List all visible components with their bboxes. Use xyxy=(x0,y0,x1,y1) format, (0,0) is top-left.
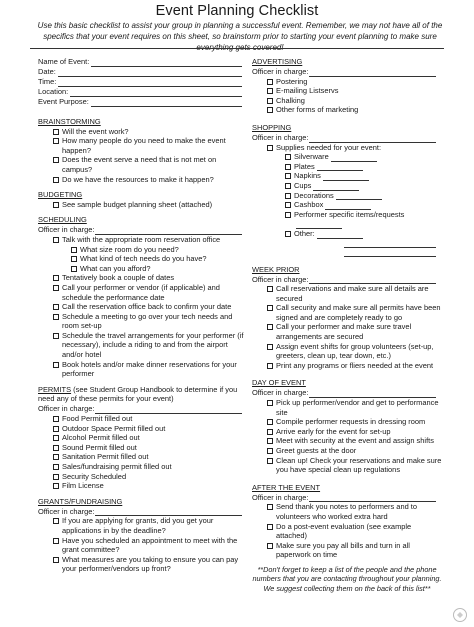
after-event-heading xyxy=(252,483,442,493)
day-of-event-section xyxy=(252,378,442,474)
checkbox-icon[interactable] xyxy=(267,438,273,444)
scheduling-item xyxy=(38,235,248,245)
checkbox-icon[interactable] xyxy=(53,138,59,144)
checkbox-icon[interactable] xyxy=(267,344,273,350)
budgeting-item-label: See sample budget planning sheet (attached) xyxy=(62,199,213,209)
checkbox-icon[interactable] xyxy=(285,212,291,218)
week-prior-heading xyxy=(252,265,442,275)
advertising-item-label: Chalking xyxy=(276,95,305,105)
advertising-item xyxy=(252,86,442,96)
week-prior-item-label: Assign event shifts for group volunteers (set-up, greeters, clean up, tear down, etc.) xyxy=(276,341,434,361)
supply-entry-field[interactable] xyxy=(313,183,359,191)
brainstorming-item xyxy=(38,127,248,137)
advertising-section xyxy=(252,57,442,115)
checkbox-icon[interactable] xyxy=(285,202,291,208)
permits-item-label: Sales/fundraising permit filled out xyxy=(62,462,172,471)
checkbox-icon[interactable] xyxy=(53,445,59,451)
after-event-item-label: Send thank you notes to performers and to volunteers who worked extra hard xyxy=(276,502,417,521)
shopping-officer-row xyxy=(252,133,442,143)
scheduling-item xyxy=(38,254,248,264)
week-prior-item xyxy=(252,303,442,322)
supply-entry-field[interactable] xyxy=(325,202,371,210)
scheduling-item-label: Call your performer or vendor (if applicable) and schedule the performance date xyxy=(62,282,220,302)
advertising-officer-row xyxy=(252,67,442,77)
scheduling-item-label: What can you afford? xyxy=(80,263,151,273)
shopping-item-label: Cashbox xyxy=(294,200,324,210)
event-field-input[interactable] xyxy=(91,59,242,67)
grants-officer-row xyxy=(38,506,248,516)
brainstorming-item xyxy=(38,136,248,155)
shopping-item-label: Performer specific items/requests xyxy=(294,209,405,219)
brainstorming-item-label: Does the event serve a need that is not met on campus? xyxy=(62,155,217,174)
footer-note: **Don't forget to keep a list of the people and the phone numbers that you are contacting throughout your planning. We suggest collecting them on the back of this list** xyxy=(252,564,442,593)
advertising-item-label: Postering xyxy=(276,76,308,86)
checkbox-icon[interactable] xyxy=(267,543,273,549)
shopping-item xyxy=(252,200,442,210)
permits-title: PERMITS xyxy=(38,384,72,394)
permits-item xyxy=(38,443,248,453)
event-field-row xyxy=(38,87,248,97)
scheduling-section xyxy=(38,215,248,379)
scheduling-item xyxy=(38,302,248,312)
day-of-event-list xyxy=(252,398,442,475)
checkbox-icon[interactable] xyxy=(267,419,273,425)
grants-item-label: What measures are you taking to ensure you can pay your performer/vendors up front? xyxy=(62,554,239,574)
grants-item-label: If you are applying for grants, did you get your applications in by the deadline? xyxy=(62,516,214,535)
brainstorming-list xyxy=(38,127,248,185)
checkbox-icon[interactable] xyxy=(267,504,273,510)
permits-section xyxy=(38,385,248,491)
officer-name-field[interactable] xyxy=(309,390,437,398)
scheduling-item-label: Tentatively book a couple of dates xyxy=(62,273,175,283)
day-of-event-item-label: Compile performer requests in dressing room xyxy=(276,417,426,427)
event-field-input[interactable] xyxy=(58,69,242,77)
advertising-heading xyxy=(252,57,442,67)
event-field-input[interactable] xyxy=(91,99,242,107)
day-of-event-item xyxy=(252,398,442,417)
event-field-row xyxy=(38,67,248,77)
week-prior-item xyxy=(252,322,442,341)
grants-section xyxy=(38,497,248,574)
permits-item xyxy=(38,424,248,434)
officer-label: Officer in charge: xyxy=(252,67,309,76)
scheduling-item-label: What kind of tech needs do you have? xyxy=(80,254,207,264)
checkbox-icon[interactable] xyxy=(53,285,59,291)
permits-item xyxy=(38,452,248,462)
after-event-item-label: Make sure you pay all bills and turn in all paperwork on time xyxy=(276,540,410,560)
checkbox-icon[interactable] xyxy=(267,305,273,311)
permits-note: (see Student Group Handbook to determine if you need any of these permits for your event) xyxy=(38,384,238,404)
event-field-label: Time: xyxy=(38,77,57,87)
supply-entry-field[interactable] xyxy=(296,221,342,229)
checkbox-icon[interactable] xyxy=(53,426,59,432)
checkbox-icon[interactable] xyxy=(53,416,59,422)
brainstorming-item-label: Will the event work? xyxy=(62,126,129,136)
permits-heading xyxy=(38,385,248,404)
permits-item-label: Food Permit filled out xyxy=(62,414,133,424)
scheduling-heading xyxy=(38,215,248,225)
officer-label: Officer in charge: xyxy=(38,404,95,414)
shopping-item xyxy=(252,171,442,181)
shopping-item xyxy=(252,229,442,239)
checkbox-icon[interactable] xyxy=(71,256,77,262)
permits-item xyxy=(38,472,248,482)
checkbox-icon[interactable] xyxy=(53,129,59,135)
permits-item xyxy=(38,414,248,424)
budgeting-item xyxy=(38,200,248,210)
supply-entry-field[interactable] xyxy=(331,154,377,162)
right-column xyxy=(252,57,442,593)
day-of-event-title: DAY OF EVENT xyxy=(252,378,306,388)
shopping-item xyxy=(252,152,442,162)
permits-item xyxy=(38,462,248,472)
checkbox-icon[interactable] xyxy=(267,524,273,530)
after-event-section xyxy=(252,483,442,560)
shopping-item xyxy=(252,181,442,191)
page-corner-logo-icon xyxy=(452,607,468,623)
checkbox-icon[interactable] xyxy=(53,314,59,320)
shopping-item-label: Cups xyxy=(294,180,312,190)
scheduling-item-label: Book hotels and/or make dinner reservations for your performer xyxy=(62,359,237,379)
brainstorming-heading xyxy=(38,117,248,127)
checkbox-icon[interactable] xyxy=(71,266,77,272)
event-field-row xyxy=(38,77,248,87)
checkbox-icon[interactable] xyxy=(267,79,273,85)
scheduling-item xyxy=(38,245,248,255)
shopping-item xyxy=(252,191,442,201)
scheduling-list xyxy=(38,235,248,379)
grants-title: GRANTS/FUNDRAISING xyxy=(38,496,123,506)
shopping-item-label: Plates xyxy=(294,161,315,171)
checkbox-icon[interactable] xyxy=(267,88,273,94)
budgeting-list xyxy=(38,200,248,210)
grants-item xyxy=(38,555,248,574)
shopping-section xyxy=(252,123,442,257)
permits-item-label: Alcohol Permit filled out xyxy=(62,433,140,443)
week-prior-item-label: Print any programs or fliers needed at the event xyxy=(276,360,434,370)
checkbox-icon[interactable] xyxy=(285,231,291,237)
brainstorming-item xyxy=(38,175,248,185)
scheduling-item-label: Call the reservation office back to confirm your date xyxy=(62,302,232,312)
day-of-event-item xyxy=(252,436,442,446)
day-of-event-item xyxy=(252,427,442,437)
supply-entry-field[interactable] xyxy=(317,163,363,171)
officer-name-field[interactable] xyxy=(95,508,243,516)
other-supplies-field[interactable] xyxy=(344,248,436,257)
officer-name-field[interactable] xyxy=(95,227,243,235)
checkbox-icon[interactable] xyxy=(285,193,291,199)
checkbox-icon[interactable] xyxy=(267,324,273,330)
left-column xyxy=(38,57,248,574)
checkbox-icon[interactable] xyxy=(267,145,273,151)
grants-list xyxy=(38,516,248,574)
shopping-lead-item xyxy=(252,143,442,153)
day-of-event-heading xyxy=(252,378,442,388)
event-field-input[interactable] xyxy=(58,79,242,87)
after-event-item-label: Do a post-event evaluation (see example attached) xyxy=(276,521,412,541)
checkbox-icon[interactable] xyxy=(267,98,273,104)
checkbox-icon[interactable] xyxy=(53,275,59,281)
advertising-title: ADVERTISING xyxy=(252,57,303,66)
shopping-title: SHOPPING xyxy=(252,122,292,132)
advertising-item xyxy=(252,105,442,115)
advertising-item xyxy=(252,77,442,87)
checkbox-icon[interactable] xyxy=(53,202,59,208)
week-prior-officer-row xyxy=(252,274,442,284)
week-prior-title: WEEK PRIOR xyxy=(252,264,300,274)
grants-heading xyxy=(38,497,248,507)
advertising-item xyxy=(252,96,442,106)
intro-text: Use this basic checklist to assist your group in planning a successful event. Remember, we may not have all of the specifics that your event requires on this sheet, so brainstorm prior to starting your event planning to make sure everything gets covered! xyxy=(37,21,443,52)
day-of-event-item-label: Meet with security at the event and assign shifts xyxy=(276,436,434,446)
officer-name-field[interactable] xyxy=(309,135,437,143)
scheduling-item xyxy=(38,312,248,331)
checkbox-icon[interactable] xyxy=(53,237,59,243)
day-of-event-officer-row xyxy=(252,388,442,398)
brainstorming-item-label: How many people do you need to make the event happen? xyxy=(62,136,226,155)
checkbox-icon[interactable] xyxy=(285,183,291,189)
permits-officer-row xyxy=(38,404,248,414)
budgeting-section xyxy=(38,190,248,209)
brainstorming-section xyxy=(38,117,248,184)
grants-item-label: Have you scheduled an appointment to meet with the grant committee? xyxy=(62,535,238,555)
event-field-row xyxy=(38,57,248,67)
permits-item-label: Outdoor Space Permit filled out xyxy=(62,423,166,433)
checkbox-icon[interactable] xyxy=(53,333,59,339)
after-event-item xyxy=(252,541,442,560)
officer-name-field[interactable] xyxy=(309,69,437,77)
day-of-event-item xyxy=(252,417,442,427)
advertising-list xyxy=(252,77,442,115)
budgeting-heading xyxy=(38,190,248,200)
supply-entry-field[interactable] xyxy=(336,192,382,200)
checkbox-icon[interactable] xyxy=(267,363,273,369)
after-event-item xyxy=(252,522,442,541)
scheduling-item xyxy=(38,331,248,360)
checkbox-icon[interactable] xyxy=(267,458,273,464)
permits-item-label: Sanitation Permit filled out xyxy=(62,452,149,462)
officer-label: Officer in charge: xyxy=(252,388,309,398)
checkbox-icon[interactable] xyxy=(53,464,59,470)
officer-name-field[interactable] xyxy=(309,276,437,284)
week-prior-item xyxy=(252,342,442,361)
week-prior-list xyxy=(252,284,442,370)
checkbox-icon[interactable] xyxy=(267,400,273,406)
checkbox-icon[interactable] xyxy=(53,483,59,489)
checkbox-icon[interactable] xyxy=(71,247,77,253)
event-field-label: Location: xyxy=(38,87,69,97)
shopping-item xyxy=(252,162,442,172)
day-of-event-item xyxy=(252,456,442,475)
officer-label: Officer in charge: xyxy=(252,492,309,502)
officer-label: Officer in charge: xyxy=(38,506,95,516)
officer-name-field[interactable] xyxy=(95,406,243,414)
shopping-item-label: Silverware xyxy=(294,152,329,162)
brainstorming-title: BRAINSTORMING xyxy=(38,117,101,126)
brainstorming-item-label: Do we have the resources to make it happen? xyxy=(62,174,214,184)
checkbox-icon[interactable] xyxy=(53,454,59,460)
checkbox-icon[interactable] xyxy=(53,538,59,544)
scheduling-item-label: Schedule a meeting to go over your tech needs and room set-up xyxy=(62,311,233,331)
scheduling-item xyxy=(38,360,248,379)
after-event-officer-row xyxy=(252,492,442,502)
officer-label: Officer in charge: xyxy=(38,225,95,235)
scheduling-item-label: What size room do you need? xyxy=(80,244,179,254)
grants-item xyxy=(38,516,248,535)
shopping-heading xyxy=(252,123,442,133)
supply-entry-field[interactable] xyxy=(317,231,363,239)
checkbox-icon[interactable] xyxy=(285,164,291,170)
officer-name-field[interactable] xyxy=(309,494,437,502)
header-divider xyxy=(30,48,444,49)
day-of-event-item xyxy=(252,446,442,456)
after-event-list xyxy=(252,502,442,560)
checkbox-icon[interactable] xyxy=(53,157,59,163)
shopping-item-label: Other: xyxy=(294,228,315,238)
shopping-item-label: Napkins xyxy=(294,171,321,181)
week-prior-item xyxy=(252,361,442,371)
event-field-label: Name of Event: xyxy=(38,57,90,67)
week-prior-item-label: Call your performer and make sure travel arrangements are secured xyxy=(276,322,412,342)
day-of-event-item-label: Pick up performer/vendor and get to performance site xyxy=(276,398,439,417)
checkbox-icon[interactable] xyxy=(53,435,59,441)
event-field-label: Date: xyxy=(38,67,56,77)
checkbox-icon[interactable] xyxy=(53,362,59,368)
scheduling-item xyxy=(38,264,248,274)
permits-list xyxy=(38,414,248,491)
scheduling-item xyxy=(38,273,248,283)
day-of-event-item-label: Clean up! Check your reservations and make sure you have special clean up regulations xyxy=(276,455,442,475)
permits-item-label: Film License xyxy=(62,481,104,491)
grants-item xyxy=(38,536,248,555)
checkbox-icon[interactable] xyxy=(53,474,59,480)
scheduling-title: SCHEDULING xyxy=(38,215,87,225)
officer-label: Officer in charge: xyxy=(252,132,309,142)
checkbox-icon[interactable] xyxy=(285,173,291,179)
event-details-fields xyxy=(38,57,248,107)
event-field-input[interactable] xyxy=(70,89,242,97)
after-event-title: AFTER THE EVENT xyxy=(252,482,321,492)
week-prior-item xyxy=(252,284,442,303)
shopping-item xyxy=(252,210,442,229)
week-prior-section xyxy=(252,265,442,371)
officer-label: Officer in charge: xyxy=(252,274,309,284)
day-of-event-item-label: Greet guests at the door xyxy=(276,446,357,455)
scheduling-item xyxy=(38,283,248,302)
checkbox-icon[interactable] xyxy=(53,304,59,310)
permits-item xyxy=(38,433,248,443)
event-field-label: Event Purpose: xyxy=(38,97,89,107)
checkbox-icon[interactable] xyxy=(53,177,59,183)
permits-item xyxy=(38,481,248,491)
checkbox-icon[interactable] xyxy=(267,107,273,113)
scheduling-item-label: Talk with the appropriate room reservation office xyxy=(62,234,221,244)
brainstorming-item xyxy=(38,155,248,174)
checkbox-icon[interactable] xyxy=(53,518,59,524)
shopping-lead-label: Supplies needed for your event: xyxy=(276,142,382,152)
checkbox-icon[interactable] xyxy=(267,448,273,454)
checkbox-icon[interactable] xyxy=(267,286,273,292)
advertising-item-label: E-mailing Listservs xyxy=(276,86,339,96)
scheduling-item-label: Schedule the travel arrangements for your performer (if necessary), include a riding to and from the airport and/or hotel xyxy=(62,330,244,360)
day-of-event-item-label: Arrive early for the event for set-up xyxy=(276,426,391,436)
checkbox-icon[interactable] xyxy=(267,429,273,435)
after-event-item xyxy=(252,502,442,521)
checkbox-icon[interactable] xyxy=(285,154,291,160)
checkbox-icon[interactable] xyxy=(53,557,59,563)
shopping-list xyxy=(252,143,442,239)
shopping-item-label: Decorations xyxy=(294,190,334,200)
other-supplies-field[interactable] xyxy=(344,239,436,248)
week-prior-item-label: Call reservations and make sure all details are secured xyxy=(276,284,429,303)
advertising-item-label: Other forms of marketing xyxy=(276,105,359,115)
event-field-row xyxy=(38,97,248,107)
week-prior-item-label: Call security and make sure all permits have been signed and are completely ready to go xyxy=(276,303,441,322)
permits-item-label: Security Scheduled xyxy=(62,471,127,481)
permits-item-label: Sound Permit filled out xyxy=(62,442,137,452)
scheduling-officer-row xyxy=(38,225,248,235)
budgeting-title: BUDGETING xyxy=(38,190,83,200)
document-title: Event Planning Checklist xyxy=(155,3,319,19)
supply-entry-field[interactable] xyxy=(323,173,369,181)
